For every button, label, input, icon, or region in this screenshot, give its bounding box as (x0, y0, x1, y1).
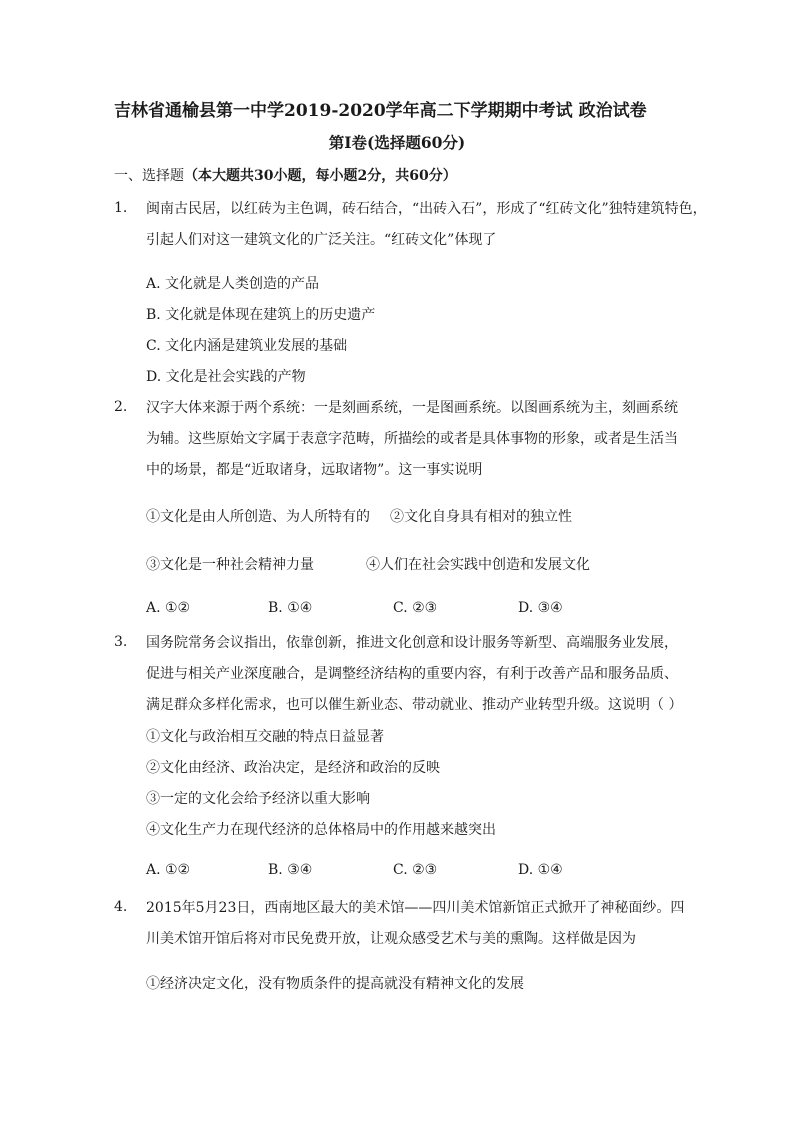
question-2-statement-4: ④人们在社会实践中创造和发展文化 (366, 557, 590, 573)
question-1-stem-line-1: 闽南古民居，以红砖为主色调，砖石结合，“出砖入石”，形成了“红砖文化”独特建筑特色， (146, 201, 707, 217)
question-3-stem-line-2: 促进与相关产业深度融合，是调整经济结构的重要内容，有利于改善产品和服务品质、 (146, 666, 678, 682)
question-3-statement-4: ④文化生产力在现代经济的总体格局中的作用越来越突出 (146, 822, 496, 838)
question-2-statement-3: ③文化是一种社会精神力量 (146, 557, 314, 573)
question-1-number: 1. (114, 200, 128, 216)
question-2-choice-b[interactable]: B. ①④ (268, 600, 313, 616)
question-3-statement-3: ③一定的文化会给予经济以重大影响 (146, 791, 370, 807)
question-2-stem-line-2: 为辅。这些原始文字属于表意字范畴，所描绘的或者是具体事物的形象，或者是生活当 (146, 431, 678, 447)
question-1-option-a[interactable]: A. 文化就是人类创造的产品 (146, 276, 320, 292)
question-3-stem-line-1: 国务院常务会议指出，依靠创新，推进文化创意和设计服务等新型、高端服务业发展， (146, 635, 678, 651)
question-4-number: 4. (114, 899, 128, 915)
page-title: 吉林省通榆县第一中学2019-2020学年高二下学期期中考试 政治试卷 (114, 101, 647, 121)
section-prefix: 一、选择题 (114, 168, 184, 184)
question-2-statement-2: ②文化自身具有相对的独立性 (390, 509, 572, 525)
question-2-stem-line-1: 汉字大体来源于两个系统：一是刻画系统，一是图画系统。以图画系统为主，刻画系统 (146, 400, 678, 416)
question-2-choice-a[interactable]: A. ①② (146, 600, 191, 616)
question-3-choice-d[interactable]: D. ①④ (518, 862, 563, 878)
question-3-stem-line-3: 满足群众多样化需求，也可以催生新业态、带动就业、推动产业转型升级。这说明（ ） (146, 697, 683, 713)
section-detail: （本大题共30小题，每小题2分，共60分） (184, 168, 457, 184)
question-3-choice-c[interactable]: C. ②③ (393, 862, 438, 878)
question-3-statement-1: ①文化与政治相互交融的特点日益显著 (146, 729, 384, 745)
question-1-stem-line-2: 引起人们对这一建筑文化的广泛关注。“红砖文化”体现了 (146, 232, 497, 248)
section-subtitle: 第I卷(选择题60分) (328, 133, 466, 152)
question-3-number: 3. (114, 634, 128, 650)
question-3-choice-a[interactable]: A. ①② (146, 862, 191, 878)
question-4-stem-line-2: 川美术馆开馆后将对市民免费开放，让观众感受艺术与美的熏陶。这样做是因为 (146, 931, 636, 947)
question-3-choice-b[interactable]: B. ③④ (268, 862, 313, 878)
question-1-option-c[interactable]: C. 文化内涵是建筑业发展的基础 (146, 338, 348, 354)
question-1-option-b[interactable]: B. 文化就是体现在建筑上的历史遗产 (146, 307, 376, 323)
question-2-choice-d[interactable]: D. ③④ (518, 600, 563, 616)
question-2-choice-c[interactable]: C. ②③ (393, 600, 438, 616)
section-heading (114, 165, 457, 185)
question-1-option-d[interactable]: D. 文化是社会实践的产物 (146, 369, 306, 385)
question-3-statement-2: ②文化由经济、政治决定，是经济和政治的反映 (146, 760, 440, 776)
question-4-stem-line-1: 2015年5月23日，西南地区最大的美术馆——四川美术馆新馆正式掀开了神秘面纱。四 (146, 900, 685, 916)
question-4-statement-1: ①经济决定文化，没有物质条件的提高就没有精神文化的发展 (146, 976, 524, 992)
question-2-number: 2. (114, 399, 128, 415)
question-2-stem-line-3: 中的场景，都是“近取诸身，远取诸物”。这一事实说明 (146, 462, 483, 478)
question-2-statement-1: ①文化是由人所创造、为人所特有的 (146, 509, 370, 525)
